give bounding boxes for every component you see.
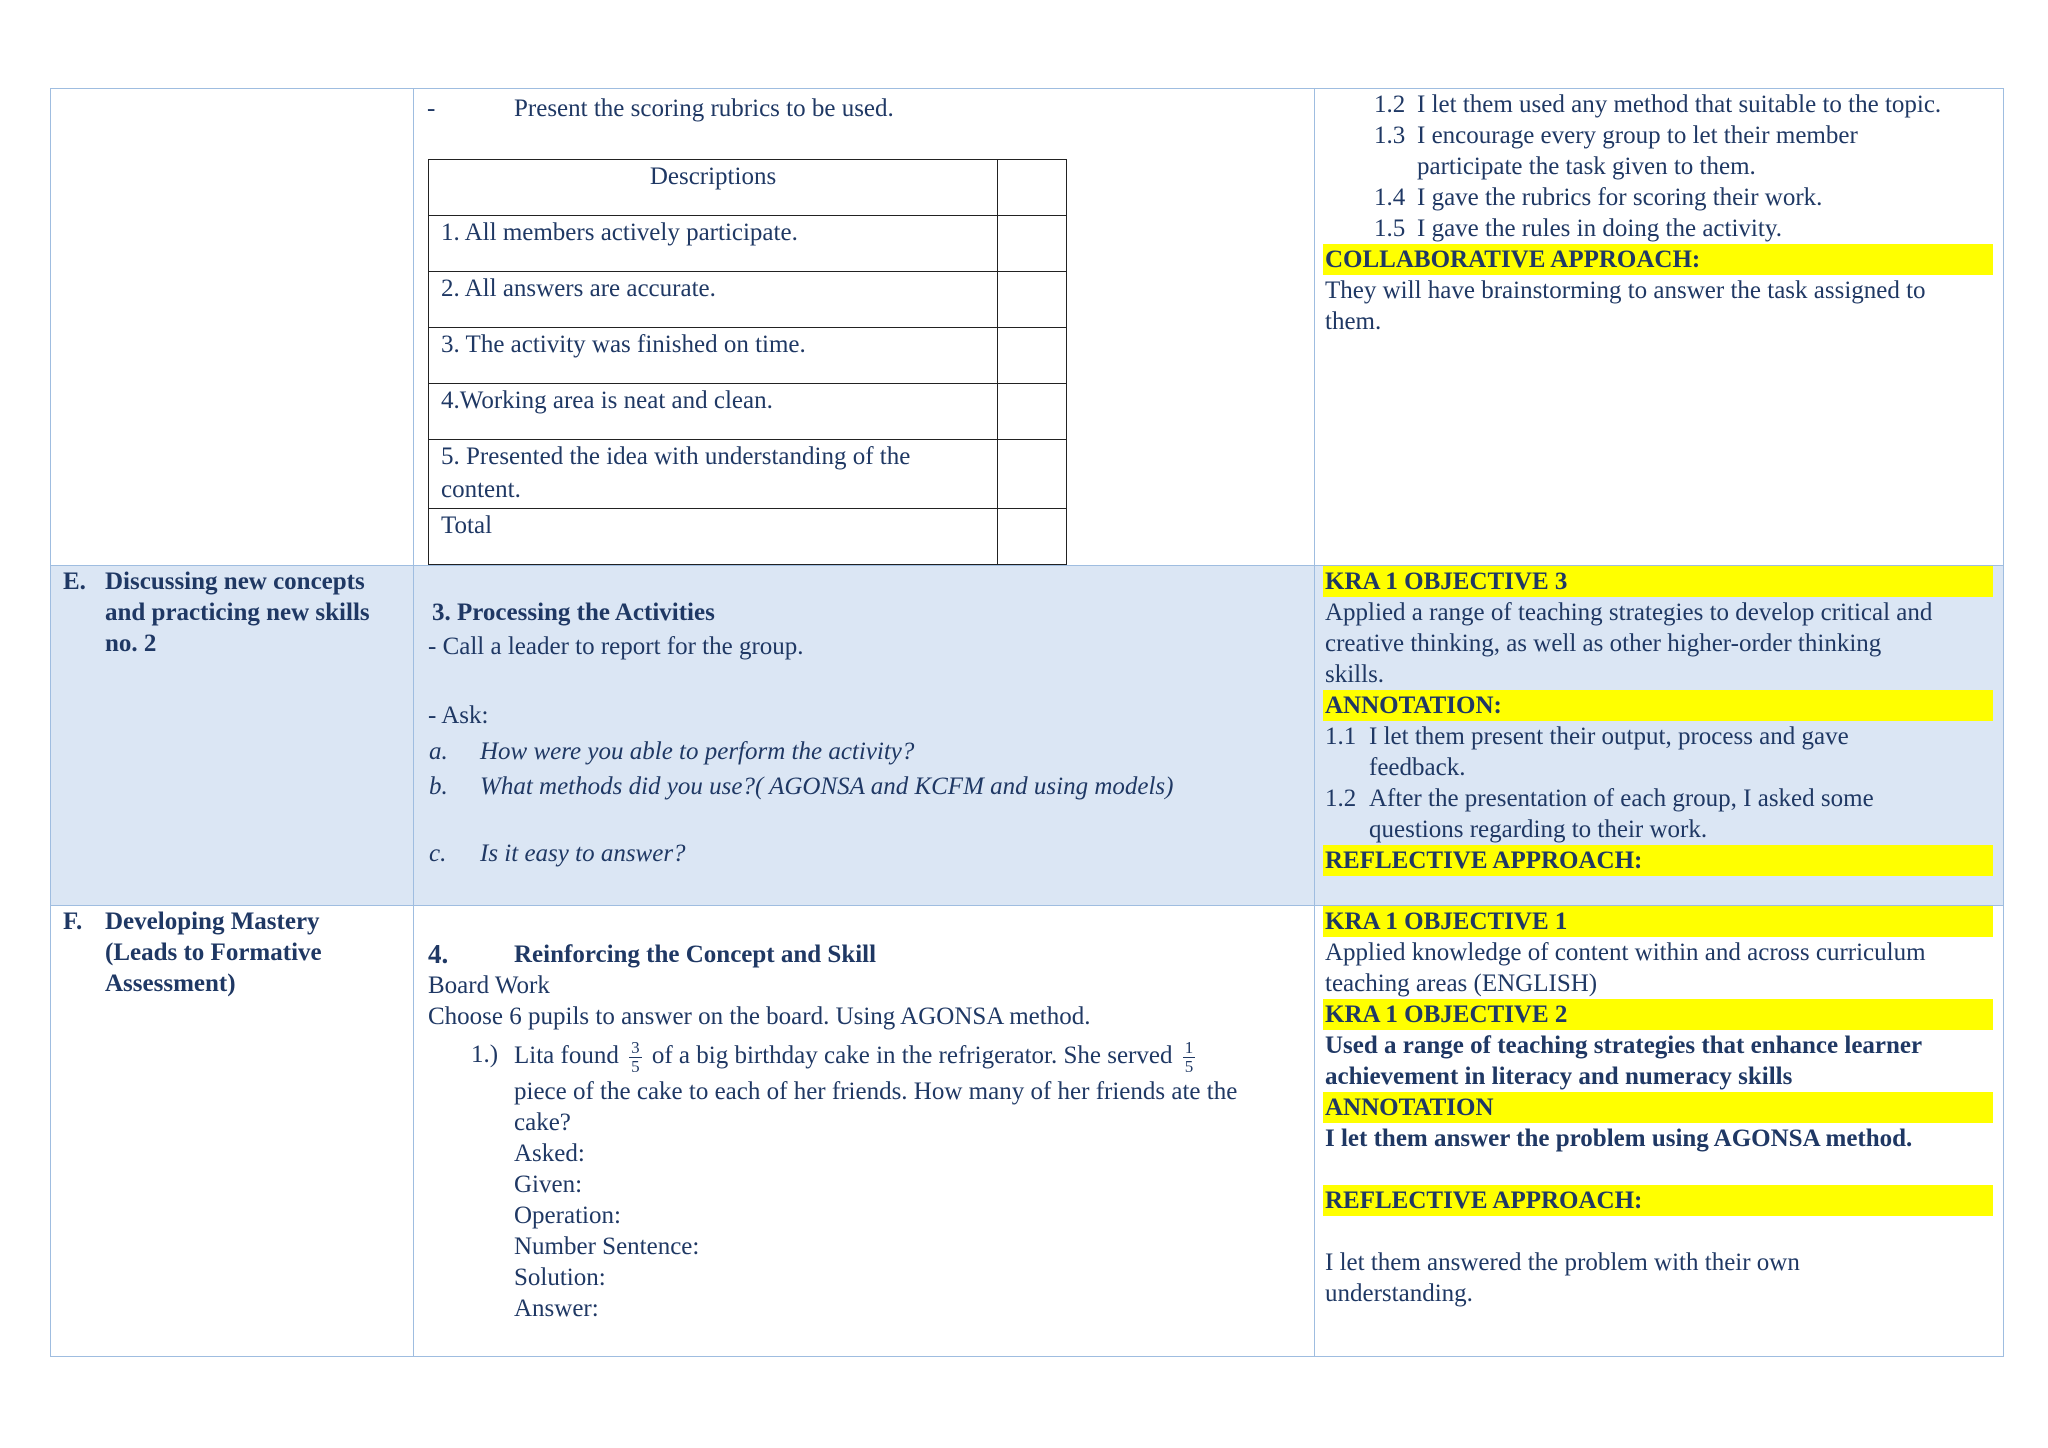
bullet-dash: - bbox=[427, 95, 436, 122]
score-cell bbox=[998, 440, 1067, 509]
solution-step: Number Sentence: bbox=[514, 1233, 700, 1260]
list-item: I gave the rubrics for scoring their work. bbox=[1417, 184, 1823, 211]
question-text: How were you able to perform the activity? bbox=[480, 738, 915, 765]
score-cell bbox=[998, 384, 1067, 440]
question-letter: b. bbox=[429, 773, 448, 800]
activity-line: - Call a leader to report for the group. bbox=[428, 633, 804, 660]
rubric-row: 4.Working area is neat and clean. bbox=[429, 384, 998, 440]
section-title-line: Discussing new concepts bbox=[105, 568, 365, 595]
column-divider bbox=[1314, 566, 1315, 905]
row-discussing-concepts bbox=[50, 565, 2004, 906]
highlight-heading-reflective: REFLECTIVE APPROACH: bbox=[1323, 845, 1993, 876]
section-letter: F. bbox=[63, 908, 83, 935]
rubric-row-total: Total bbox=[429, 509, 998, 565]
paragraph-text: I let them answered the problem with their own bbox=[1325, 1249, 1800, 1276]
question-letter: a. bbox=[429, 738, 448, 765]
bold-paragraph: achievement in literacy and numeracy skills bbox=[1325, 1063, 1793, 1090]
highlight-heading-objective: KRA 1 OBJECTIVE 1 bbox=[1323, 906, 1993, 937]
column-divider bbox=[413, 906, 414, 1356]
list-item-continuation: participate the task given to them. bbox=[1417, 153, 1756, 180]
highlight-heading-objective: KRA 1 OBJECTIVE 2 bbox=[1323, 999, 1993, 1030]
list-item: I let them present their output, process and gave bbox=[1369, 723, 1849, 750]
section-letter: E. bbox=[63, 568, 86, 595]
score-cell bbox=[998, 272, 1067, 328]
problem-text: Lita found bbox=[514, 1042, 619, 1070]
paragraph-text: understanding. bbox=[1325, 1280, 1473, 1307]
list-number: 1.2 bbox=[1325, 785, 1357, 812]
bold-paragraph: I let them answer the problem using AGONSA method. bbox=[1325, 1125, 1913, 1152]
rubric-row: 2. All answers are accurate. bbox=[429, 272, 998, 328]
scoring-rubric-table bbox=[428, 159, 1067, 565]
word-problem-line bbox=[514, 1039, 1199, 1076]
fraction-three-fifths: $\frac{3}{5}$ bbox=[631, 1038, 640, 1076]
column-divider bbox=[1314, 89, 1315, 565]
list-item: After the presentation of each group, I asked some bbox=[1369, 785, 1874, 812]
bold-paragraph: Used a range of teaching strategies that enhance learner bbox=[1325, 1032, 1923, 1059]
solution-step: Operation: bbox=[514, 1202, 621, 1229]
list-item-continuation: feedback. bbox=[1369, 754, 1466, 781]
list-item-continuation: questions regarding to their work. bbox=[1369, 816, 1708, 843]
bullet-text: Present the scoring rubrics to be used. bbox=[514, 95, 894, 122]
column-divider bbox=[413, 89, 414, 565]
solution-step: Answer: bbox=[514, 1295, 599, 1322]
row-activity-rubrics bbox=[50, 88, 2004, 566]
highlight-heading-annotation: ANNOTATION: bbox=[1323, 690, 1993, 721]
list-number: 1.5 bbox=[1374, 215, 1406, 242]
question-letter: c. bbox=[429, 840, 447, 867]
column-divider bbox=[413, 566, 414, 905]
paragraph-text: skills. bbox=[1325, 661, 1385, 688]
score-cell bbox=[998, 509, 1067, 565]
row-developing-mastery bbox=[50, 905, 2004, 1357]
fraction-one-fifth: $\frac{1}{5}$ bbox=[1184, 1038, 1194, 1076]
highlight-heading-reflective: REFLECTIVE APPROACH: bbox=[1323, 1185, 1993, 1216]
list-number: 1.4 bbox=[1374, 184, 1406, 211]
highlight-heading-objective: KRA 1 OBJECTIVE 3 bbox=[1323, 566, 1993, 597]
list-item: I let them used any method that suitable to the topic. bbox=[1417, 91, 1942, 118]
list-item: I gave the rules in doing the activity. bbox=[1417, 215, 1782, 242]
rubric-row: 5. Presented the idea with understanding of the content. bbox=[429, 440, 998, 509]
highlight-heading-collaborative: COLLABORATIVE APPROACH: bbox=[1323, 244, 1993, 275]
list-number: 1.2 bbox=[1374, 91, 1406, 118]
section-title-line: Assessment) bbox=[105, 970, 236, 997]
paragraph-text: teaching areas (ENGLISH) bbox=[1325, 970, 1598, 997]
paragraph-text: Applied knowledge of content within and across curriculum bbox=[1325, 939, 1926, 966]
question-text: Is it easy to answer? bbox=[480, 840, 686, 867]
board-work-label: Board Work bbox=[428, 972, 550, 999]
section-title-line: Developing Mastery bbox=[105, 908, 320, 935]
rubric-row: 1. All members actively participate. bbox=[429, 216, 998, 272]
score-cell bbox=[998, 160, 1067, 216]
rubric-row: 3. The activity was finished on time. bbox=[429, 328, 998, 384]
problem-text: piece of the cake to each of her friends. How many of her friends ate the bbox=[514, 1078, 1238, 1105]
solution-step: Given: bbox=[514, 1171, 583, 1198]
paragraph-text: They will have brainstorming to answer the task assigned to bbox=[1325, 277, 1926, 304]
section-title-line: no. 2 bbox=[105, 630, 157, 657]
ask-label: - Ask: bbox=[428, 702, 489, 729]
list-number: 1.1 bbox=[1325, 723, 1357, 750]
activity-title: Reinforcing the Concept and Skill bbox=[514, 941, 877, 968]
paragraph-text: creative thinking, as well as other higher-order thinking bbox=[1325, 630, 1882, 657]
problem-number: 1.) bbox=[471, 1041, 499, 1068]
instruction-text: Choose 6 pupils to answer on the board. Using AGONSA method. bbox=[428, 1003, 1091, 1030]
problem-text: cake? bbox=[514, 1109, 571, 1136]
list-number: 1.3 bbox=[1374, 122, 1406, 149]
score-cell bbox=[998, 328, 1067, 384]
score-cell bbox=[998, 216, 1067, 272]
highlight-heading-annotation: ANNOTATION bbox=[1323, 1092, 1993, 1123]
section-title-line: and practicing new skills bbox=[105, 599, 370, 626]
solution-step: Asked: bbox=[514, 1140, 585, 1167]
solution-step: Solution: bbox=[514, 1264, 606, 1291]
section-title-line: (Leads to Formative bbox=[105, 939, 322, 966]
problem-text: of a big birthday cake in the refrigerator. She served bbox=[651, 1042, 1173, 1070]
column-divider bbox=[1314, 906, 1315, 1356]
question-text: What methods did you use?( AGONSA and KCFM and using models) bbox=[480, 773, 1174, 800]
activity-title: 3. Processing the Activities bbox=[432, 599, 715, 626]
paragraph-text: them. bbox=[1325, 308, 1382, 335]
activity-number: 4. bbox=[428, 939, 449, 969]
list-item: I encourage every group to let their member bbox=[1417, 122, 1858, 149]
rubric-header: Descriptions bbox=[429, 160, 998, 216]
paragraph-text: Applied a range of teaching strategies to develop critical and bbox=[1325, 599, 1933, 626]
